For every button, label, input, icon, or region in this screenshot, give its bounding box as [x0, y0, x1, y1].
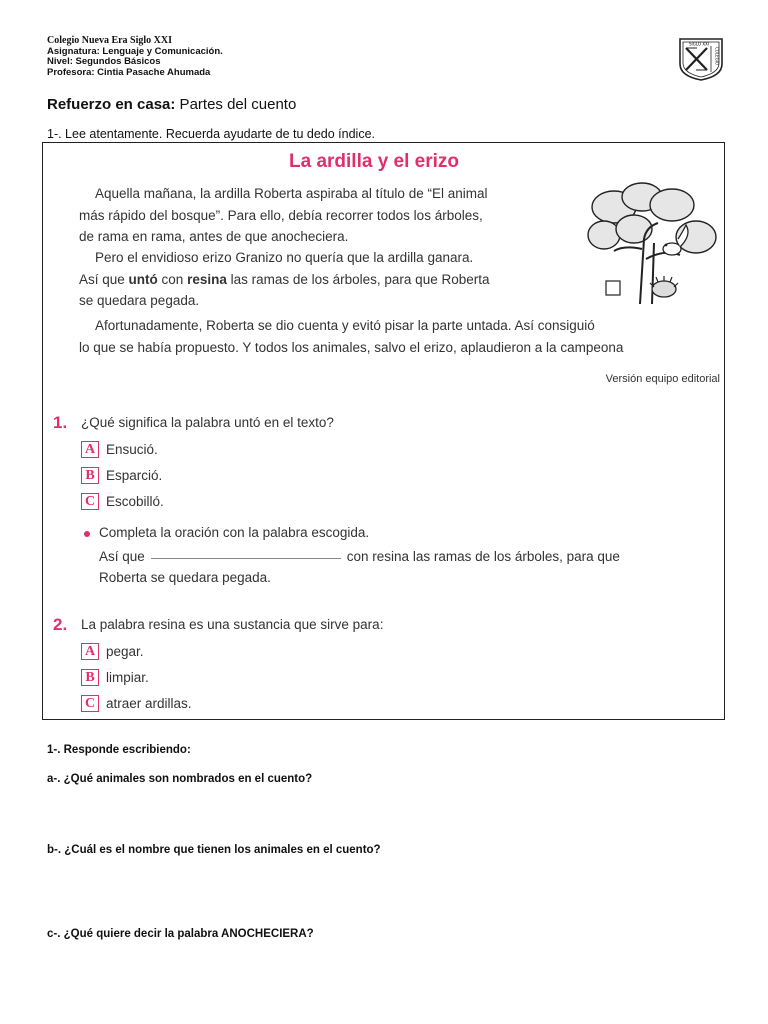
- option-letter: C: [81, 493, 99, 510]
- story-line: se quedara pegada.: [79, 293, 200, 308]
- q1-option-c[interactable]: [81, 493, 164, 510]
- option-text: atraer ardillas.: [106, 696, 192, 711]
- complete-sentence: [99, 549, 620, 564]
- q2-option-a[interactable]: [81, 643, 144, 660]
- option-letter: A: [81, 441, 99, 458]
- story-line: Aquella mañana, la ardilla Roberta aspiraba al título de “El animal: [95, 186, 488, 201]
- school-name: Colegio Nueva Era Siglo XXI: [47, 35, 172, 46]
- q2-option-c[interactable]: [81, 695, 192, 712]
- title-rest: Partes del cuento: [175, 96, 297, 113]
- tasks-heading: 1-. Responde escribiendo:: [47, 744, 191, 756]
- level-line: Nivel: Segundos Básicos: [47, 56, 161, 67]
- teacher-line: Profesora: Cintia Pasache Ahumada: [47, 66, 211, 78]
- task-c: c-. ¿Qué quiere decir la palabra ANOCHECIERA?: [47, 928, 314, 940]
- option-text: pegar.: [106, 644, 144, 659]
- worksheet-box: [42, 142, 725, 720]
- story-line: de rama en rama, antes de que anocheciera.: [79, 229, 349, 244]
- option-letter: B: [81, 467, 99, 484]
- option-letter: A: [81, 643, 99, 660]
- task-a: a-. ¿Qué animales son nombrados en el cuento?: [47, 773, 313, 785]
- story-line: Así que untó con resina las ramas de los árboles, para que Roberta: [79, 271, 490, 287]
- svg-text:COLEGIO: COLEGIO: [714, 46, 720, 66]
- page-title: [47, 96, 296, 113]
- school-crest-icon: [677, 36, 725, 82]
- task-b: b-. ¿Cuál es el nombre que tienen los animales en el cuento?: [47, 844, 381, 856]
- sentence-start: Así que: [99, 549, 145, 564]
- title-bold: Refuerzo en casa:: [47, 96, 176, 113]
- q1-option-a[interactable]: [81, 441, 158, 458]
- story-line: más rápido del bosque”. Para ello, debía recorrer todos los árboles,: [79, 207, 483, 223]
- instruction: 1-. Lee atentamente. Recuerda ayudarte de tu dedo índice.: [47, 127, 376, 141]
- option-text: Ensució.: [106, 442, 158, 457]
- option-text: Esparció.: [106, 468, 163, 483]
- complete-sentence-end: Roberta se quedara pegada.: [99, 570, 271, 585]
- subject-line: Asignatura: Lenguaje y Comunicación.: [47, 45, 223, 57]
- q1-option-b[interactable]: [81, 467, 162, 484]
- question-1-text: ¿Qué significa la palabra untó en el texto?: [81, 415, 334, 430]
- option-text: limpiar.: [106, 670, 149, 685]
- story-line: Pero el envidioso erizo Granizo no quería que la ardilla ganara.: [95, 250, 474, 265]
- complete-instruction: Completa la oración con la palabra escogida.: [99, 525, 370, 540]
- story-paragraph-1: [79, 183, 488, 248]
- story-source: Versión equipo editorial: [605, 373, 720, 385]
- answer-blank[interactable]: [151, 558, 341, 559]
- svg-text:SIGLO XXI: SIGLO XXI: [689, 41, 709, 47]
- bullet-icon: [84, 531, 90, 537]
- sentence-middle: con resina las ramas de los árboles, para que: [346, 549, 620, 564]
- option-text: Escobilló.: [106, 494, 164, 509]
- squirrel-tree-illustration-icon: [584, 179, 724, 304]
- question-2-number: 2.: [53, 615, 68, 634]
- story-title: La ardilla y el erizo: [289, 151, 460, 172]
- story-paragraph-2: [79, 247, 490, 312]
- document-header: [47, 36, 223, 78]
- story-paragraph-3: [79, 315, 623, 358]
- option-letter: C: [81, 695, 99, 712]
- q2-option-b[interactable]: [81, 669, 149, 686]
- story-line: Afortunadamente, Roberta se dio cuenta y evitó pisar la parte untada. Así consiguió: [95, 318, 595, 333]
- question-2-text: La palabra resina es una sustancia que sirve para:: [81, 617, 384, 632]
- question-1-number: 1.: [53, 413, 68, 432]
- option-letter: B: [81, 669, 99, 686]
- story-line: lo que se había propuesto. Y todos los animales, salvo el erizo, aplaudieron a la campeona: [79, 339, 624, 355]
